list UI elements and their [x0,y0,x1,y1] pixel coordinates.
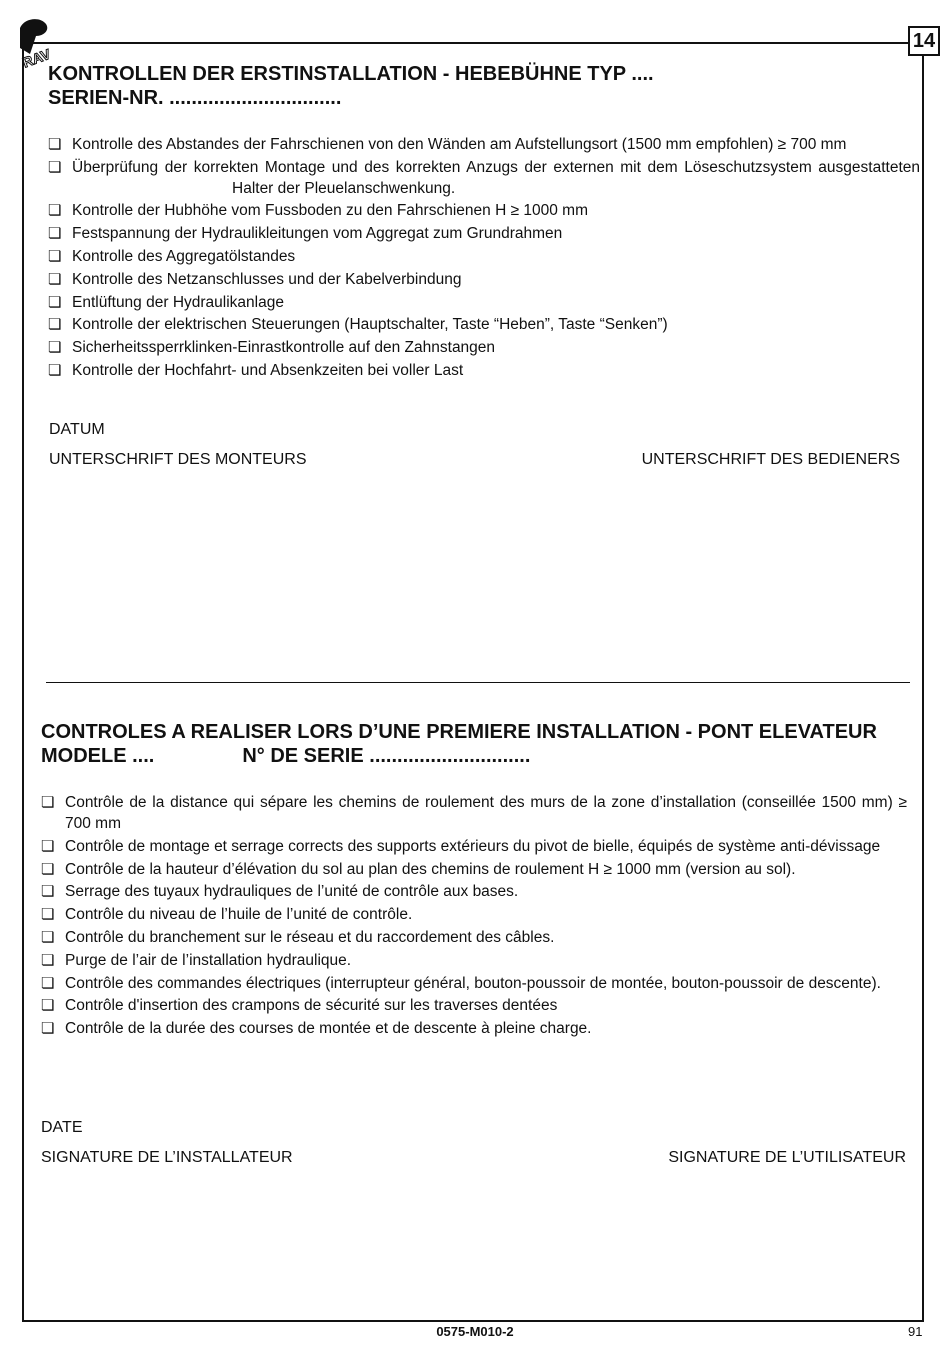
checkbox-icon[interactable]: ❏ [48,202,62,220]
section-number-badge [908,26,940,56]
french-title-serial: N° DE SERIE ............................. [242,745,531,767]
french-title-line1: CONTROLES A REALISER LORS D’UNE PREMIERE INSTALLATION - PONT ELEVATEUR [41,721,877,743]
list-item: ❏ Serrage des tuyaux hydrauliques de l’unité de contrôle aux bases. [41,883,519,901]
list-item: ❏ Contrôle de la durée des courses de montée et de descente à pleine charge. [41,1020,592,1038]
checkbox-icon[interactable]: ❏ [41,928,55,946]
list-item: ❏ Festspannung der Hydraulikleitungen vom Aggregat zum Grundrahmen [48,225,563,243]
section-number: 14 [912,29,936,52]
checkbox-icon[interactable]: ❏ [41,1020,55,1038]
german-installer-signature-label: UNTERSCHRIFT DES MONTEURS [49,451,307,468]
list-item: ❏ Purge de l’air de l’installation hydraulique. [41,951,352,969]
list-item: ❏ Überprüfung der korrekten Montage und des korrekten Anzugs der externen mit dem Löseschutzsystem ausgestatteten [48,158,920,176]
french-section [41,720,911,768]
checkbox-icon[interactable]: ❏ [41,883,55,901]
list-item: ❏ Contrôle de la hauteur d’élévation du sol au plan des chemins de roulement H ≥ 1000 mm (version au sol). [41,860,796,878]
list-item: ❏ Kontrolle der Hochfahrt- und Absenkzeiten bei voller Last [48,361,464,379]
german-title-line2: SERIEN-NR. ............................... [48,87,342,109]
list-item: ❏ Contrôle de montage et serrage corrects des supports extérieurs du pivot de bielle, équipés de système anti-dévissage [41,837,881,855]
list-item: ❏ Contrôle des commandes électriques (interrupteur général, bouton-poussoir de montée, bouton-poussoir de descente). [41,974,881,992]
french-operator-signature-label: SIGNATURE DE L’UTILISATEUR [668,1149,906,1166]
checkbox-icon[interactable]: ❏ [48,316,62,334]
checkbox-icon[interactable]: ❏ [48,339,62,357]
checkbox-icon[interactable]: ❏ [48,225,62,243]
checkbox-icon[interactable]: ❏ [41,974,55,992]
list-item: ❏ Kontrolle der Hubhöhe vom Fussboden zu den Fahrschienen H ≥ 1000 mm [48,202,588,220]
page-number: 91 [908,1324,923,1339]
checkbox-icon[interactable]: ❏ [48,270,62,288]
document-code: 0575-M010-2 [436,1324,514,1339]
german-title [48,62,920,110]
german-checklist [48,134,920,383]
checkbox-icon[interactable]: ❏ [41,951,55,969]
checkbox-icon[interactable]: ❏ [48,136,62,153]
section-divider [46,682,910,683]
svg-text:RAV: RAV [20,45,53,68]
checkbox-icon[interactable]: ❏ [48,293,62,311]
french-title [41,720,911,768]
french-date-label: DATE [41,1119,83,1136]
list-item: ❏ Contrôle du branchement sur le réseau et du raccordement des câbles. [41,928,555,946]
checkbox-icon[interactable]: ❏ [41,860,55,878]
german-date-label: DATUM [49,421,105,438]
checkbox-icon[interactable]: ❏ [41,794,55,811]
checkbox-icon[interactable]: ❏ [41,837,55,855]
checkbox-icon[interactable]: ❏ [48,361,62,379]
list-item: ❏ Entlüftung der Hydraulikanlage [48,293,284,311]
list-item: ❏ Kontrolle der elektrischen Steuerungen (Hauptschalter, Taste “Heben”, Taste “Senken”) [48,316,668,334]
french-title-model: MODELE .... [41,745,155,767]
german-section [48,62,920,110]
checkbox-icon[interactable]: ❏ [48,247,62,265]
list-item-continuation: Halter der Pleuelanschwenkung. [232,179,456,197]
checkbox-icon[interactable]: ❏ [41,906,55,924]
list-item: ❏ Contrôle du niveau de l’huile de l’unité de contrôle. [41,906,413,924]
german-operator-signature-label: UNTERSCHRIFT DES BEDIENERS [641,451,900,468]
checkbox-icon[interactable]: ❏ [48,158,62,176]
list-item: ❏ Contrôle d'insertion des crampons de sécurité sur les traverses dentées [41,997,558,1015]
list-item: ❏ Kontrolle des Abstandes der Fahrschienen von den Wänden am Aufstellungsort (1500 mm empfohlen) ≥ 700 mm [48,136,847,153]
list-item: ❏ Contrôle de la distance qui sépare les chemins de roulement des murs de la zone d’installation (conseillée 1500 mm) ≥ 700 mm [41,794,907,832]
list-item: ❏ Sicherheitssperrklinken-Einrastkontrolle auf den Zahnstangen [48,339,496,357]
list-item: ❏ Kontrolle des Netzanschlusses und der Kabelverbindung [48,270,462,288]
french-installer-signature-label: SIGNATURE DE L’INSTALLATEUR [41,1149,293,1166]
german-title-line1: KONTROLLEN DER ERSTINSTALLATION - HEBEBÜHNE TYP .... [48,63,654,85]
checkbox-icon[interactable]: ❏ [41,997,55,1015]
list-item: ❏ Kontrolle des Aggregatölstandes [48,247,296,265]
french-checklist [41,792,907,1041]
